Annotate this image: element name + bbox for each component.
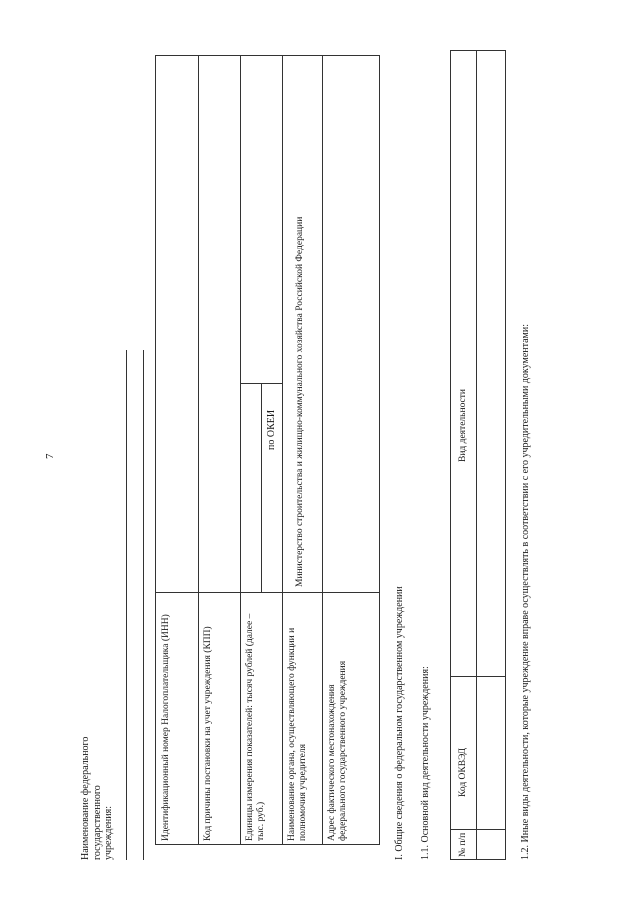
address-label: Адрес фактического местонахождения федерального государственного учреждения bbox=[327, 660, 348, 841]
units-label: Единицы измерения показателей: тысяч рублей (далее – тыс. руб.) bbox=[245, 613, 266, 841]
header-table-row-divider bbox=[322, 55, 323, 845]
page-number: 7 bbox=[44, 453, 56, 459]
col-number-header: № п/п bbox=[458, 832, 468, 857]
okei-label: по ОКЕИ bbox=[266, 409, 277, 450]
header-table-row-divider bbox=[198, 55, 199, 845]
activity-table-col-divider bbox=[450, 676, 506, 677]
section-1-title: I. Общие сведения о федеральном государственном учреждении bbox=[394, 586, 405, 860]
header-table-row-divider bbox=[282, 55, 283, 845]
col-activity-header: Вид деятельности bbox=[458, 388, 468, 462]
section-1-1-title: 1.1. Основной вид деятельности учреждения: bbox=[420, 666, 431, 860]
founder-organ-value: Министерство строительства и жилищно-коммунального хозяйства Российской Федерации bbox=[295, 216, 305, 587]
activity-table-col-divider bbox=[450, 829, 506, 830]
col-okved-header: Код ОКВЭД bbox=[458, 747, 468, 797]
institution-name-line-2 bbox=[143, 350, 144, 860]
header-table-row-divider bbox=[240, 55, 241, 845]
section-1-2-title: 1.2. Иные виды деятельности, которые учреждение вправе осуществлять в соответствии с его учредительными документами: bbox=[520, 323, 531, 860]
okei-box-divider bbox=[261, 383, 262, 593]
inn-label: Идентификационный номер Налогоплательщика (ИНН) bbox=[161, 614, 171, 841]
founder-organ-label: Наименование органа, осуществляющего функции и полномочия учредителя bbox=[287, 627, 308, 841]
institution-name-line-1 bbox=[126, 350, 127, 860]
institution-name-label: Наименование федерального государственного учреждения: bbox=[80, 736, 114, 860]
okei-box-edge bbox=[240, 383, 282, 384]
kpp-label: Код причины постановки на учет учреждения (КПП) bbox=[203, 626, 213, 841]
activity-table-row-divider bbox=[476, 50, 477, 860]
